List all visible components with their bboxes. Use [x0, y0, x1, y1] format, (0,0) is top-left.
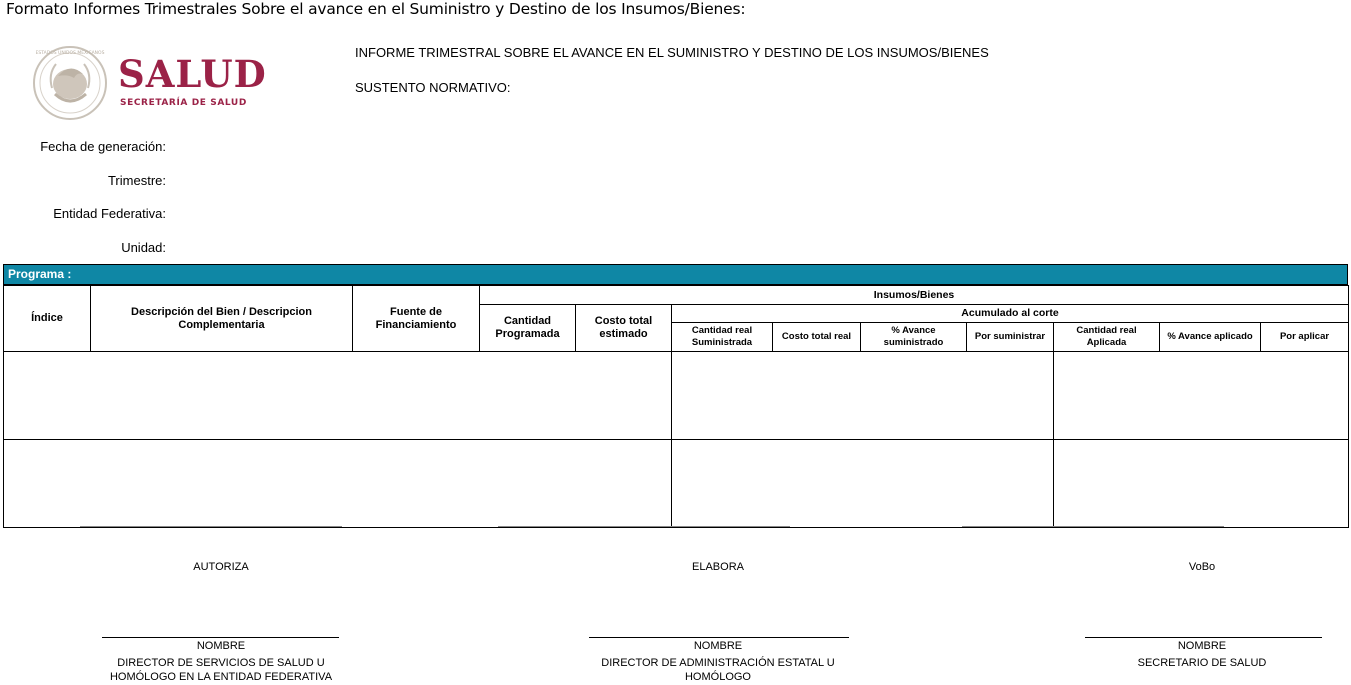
vobo-heading: VoBo [1188, 561, 1216, 573]
vobo-signature-line [1085, 637, 1322, 638]
programa-bar [3, 264, 1348, 285]
coat-of-arms-seal-icon [30, 44, 112, 122]
col-cantidad-programada: Cantidad Programada [480, 305, 576, 352]
divider [962, 526, 1224, 527]
col-cantidad-aplicada: Cantidad real Aplicada [1054, 323, 1160, 352]
table-cell[interactable] [4, 352, 672, 440]
table-row [4, 440, 1349, 528]
table-cell[interactable] [672, 352, 1054, 440]
col-por-suministrar: Por suministrar [967, 323, 1054, 352]
col-cantidad-suministrada: Cantidad real Suministrada [672, 323, 773, 352]
col-por-aplicar: Por aplicar [1261, 323, 1349, 352]
elabora-role-line1: DIRECTOR DE ADMINISTRACIÓN ESTATAL U [601, 657, 835, 669]
col-avance-aplicado: % Avance aplicado [1160, 323, 1261, 352]
table-cell[interactable] [1054, 440, 1349, 528]
autoriza-heading: AUTORIZA [193, 561, 249, 573]
programa-label: Programa : [8, 267, 72, 281]
table-row [4, 352, 1349, 440]
federal-entity-label: Entidad Federativa: [53, 206, 166, 221]
vobo-name-label: NOMBRE [1177, 640, 1227, 652]
seal-text: ESTADOS UNIDOS MEXICANOS [35, 51, 105, 56]
col-group-acumulado: Acumulado al corte [672, 305, 1349, 323]
divider [498, 526, 790, 527]
col-costo-estimado: Costo total estimado [576, 305, 672, 352]
autoriza-signature-line [102, 637, 339, 638]
vobo-role-line1: SECRETARIO DE SALUD [1137, 657, 1267, 669]
autoriza-name-label: NOMBRE [196, 640, 246, 652]
quarter-label: Trimestre: [107, 173, 166, 188]
elabora-role [558, 656, 878, 684]
table-cell[interactable] [1054, 352, 1349, 440]
col-indice: Índice [4, 286, 91, 352]
document-title: Formato Informes Trimestrales Sobre el avance en el Suministro y Destino de los Insumos/Bienes: [6, 0, 746, 18]
autoriza-role [70, 656, 372, 684]
logo-subtitle: SECRETARÍA DE SALUD [120, 98, 247, 108]
vobo-role [1053, 656, 1351, 670]
col-fuente: Fuente de Financiamiento [353, 286, 480, 352]
elabora-heading: ELABORA [692, 561, 744, 573]
elabora-role-line2: HOMÓLOGO [684, 671, 751, 683]
col-descripcion: Descripción del Bien / Descripcion Complementaria [91, 286, 353, 352]
unit-label: Unidad: [121, 240, 166, 255]
autoriza-role-line1: DIRECTOR DE SERVICIOS DE SALUD U [117, 657, 325, 669]
col-avance-suministrado: % Avance suministrado [861, 323, 967, 352]
table-cell[interactable] [672, 440, 1054, 528]
col-costo-real: Costo total real [773, 323, 861, 352]
report-title: INFORME TRIMESTRAL SOBRE EL AVANCE EN EL SUMINISTRO Y DESTINO DE LOS INSUMOS/BIENES [355, 45, 989, 60]
legal-basis-label: SUSTENTO NORMATIVO: [355, 80, 511, 95]
generation-date-label: Fecha de generación: [40, 139, 166, 154]
supply-report-table [3, 285, 1349, 528]
autoriza-role-line2: HOMÓLOGO EN LA ENTIDAD FEDERATIVA [109, 671, 333, 683]
elabora-name-label: NOMBRE [693, 640, 743, 652]
divider [80, 526, 342, 527]
salud-logo [30, 44, 280, 122]
col-group-insumos: Insumos/Bienes [480, 286, 1349, 305]
logo-wordmark: SALUD [118, 52, 267, 96]
elabora-signature-line [589, 637, 849, 638]
table-cell[interactable] [4, 440, 672, 528]
